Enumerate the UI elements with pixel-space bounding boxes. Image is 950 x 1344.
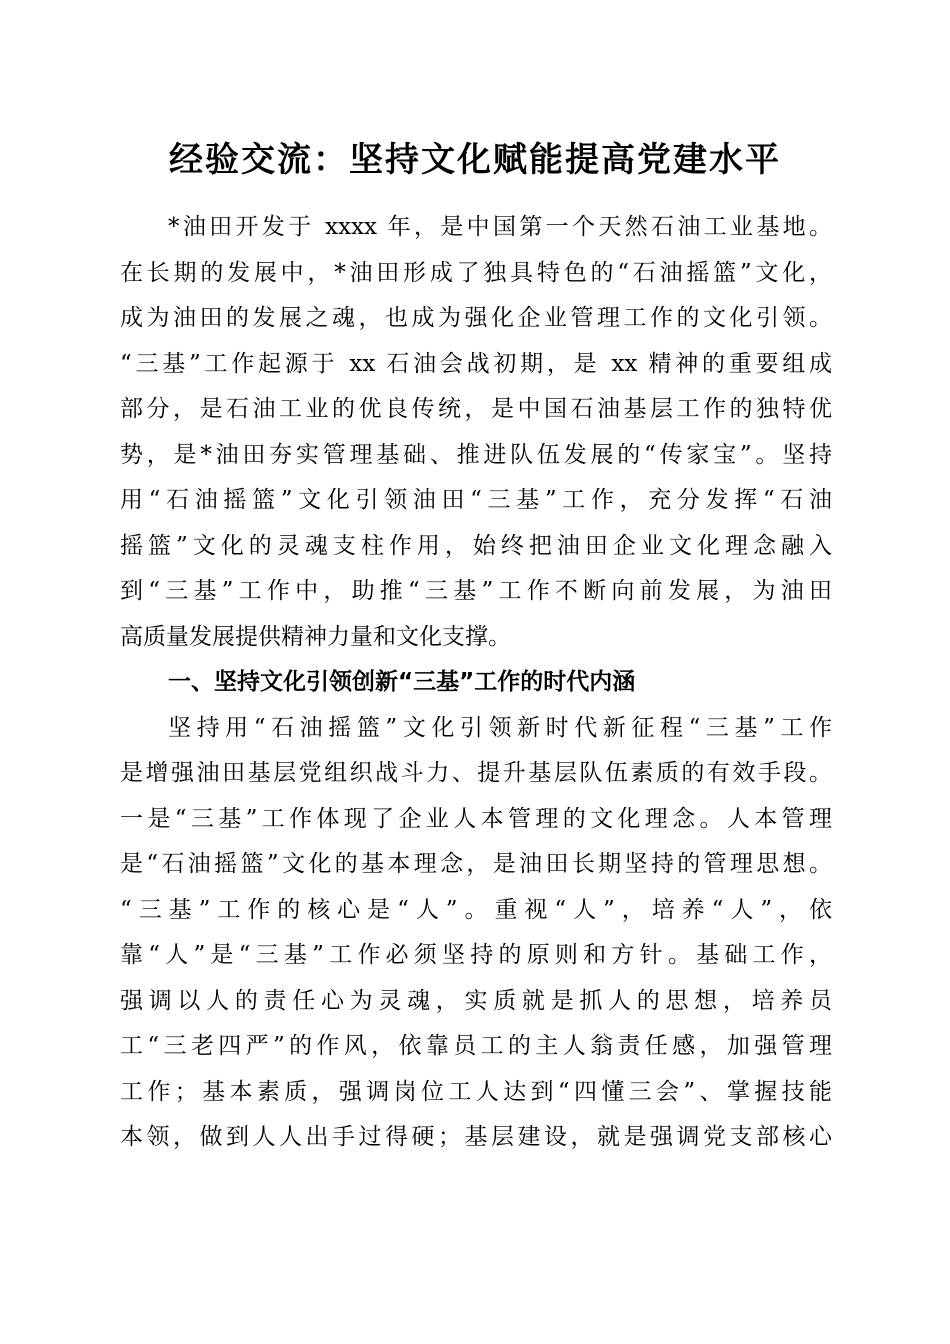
paragraph-line: 部分，是石油工业的优良传统，是中国石油基层工作的独特优 — [120, 396, 832, 422]
paragraph-line: 用“石油摇篮”文化引领油田“三基”工作，充分发挥“石油 — [120, 487, 832, 513]
paragraph-line: *油田开发于 xxxx 年，是中国第一个天然石油工业基地。 — [168, 214, 832, 240]
document-body — [120, 205, 832, 1161]
paragraph-line: 摇篮”文化的灵魂支柱作用，始终把油田企业文化理念融入 — [120, 532, 832, 559]
paragraph-line: 工“三老四严”的作风，依靠员工的主人翁责任感，加强管理 — [120, 1033, 832, 1059]
paragraph-line: 高质量发展提供精神力量和文化支撑。 — [120, 623, 511, 650]
paragraph-line: 在长期的发展中，*油田形成了独具特色的“石油摇篮”文化， — [120, 259, 832, 286]
paragraph-line: 强调以人的责任心为灵魂，实质就是抓人的思想，培养员 — [120, 987, 832, 1014]
section-heading: 一、坚持文化引领创新“三基”工作的时代内涵 — [168, 669, 636, 695]
paragraph-line: 成为油田的发展之魂，也成为强化企业管理工作的文化引领。 — [120, 305, 832, 331]
paragraph-line: 势，是*油田夯实管理基础、推进队伍发展的“传家宝”。坚持 — [120, 441, 832, 468]
paragraph-line: “三基”工作的核心是“人”。重视“人”，培养“人”，依 — [120, 896, 832, 923]
paragraph-line: 坚持用“石油摇篮”文化引领新时代新征程“三基”工作 — [168, 714, 832, 741]
paragraph-line: 到“三基”工作中，助推“三基”工作不断向前发展，为油田 — [120, 578, 832, 604]
paragraph-line: 是“石油摇篮”文化的基本理念，是油田长期坚持的管理思想。 — [120, 851, 832, 877]
paragraph-line: 一是“三基”工作体现了企业人本管理的文化理念。人本管理 — [120, 805, 832, 832]
paragraph-line: “三基”工作起源于 xx 石油会战初期，是 xx 精神的重要组成 — [120, 350, 832, 377]
paragraph-line: 是增强油田基层党组织战斗力、提升基层队伍素质的有效手段。 — [120, 760, 832, 786]
paragraph-line: 本领，做到人人出手过得硬；基层建设，就是强调党支部核心 — [120, 1124, 832, 1150]
paragraph-line: 工作；基本素质，强调岗位工人达到“四懂三会”、掌握技能 — [120, 1078, 832, 1105]
document-title: 经验交流：坚持文化赋能提高党建水平 — [169, 140, 781, 180]
paragraph-line: 靠“人”是“三基”工作必须坚持的原则和方针。基础工作， — [120, 942, 832, 968]
